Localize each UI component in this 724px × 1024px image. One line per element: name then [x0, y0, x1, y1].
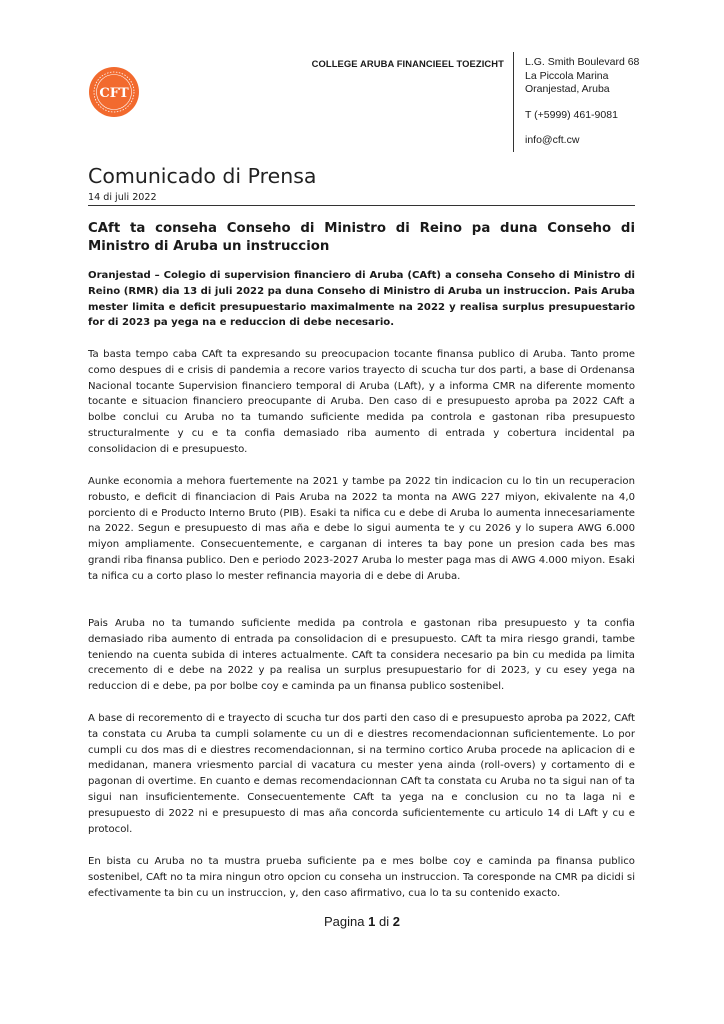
- header-divider: [513, 52, 514, 152]
- page-word: Pagina: [324, 914, 365, 929]
- address-line: L.G. Smith Boulevard 68: [525, 56, 640, 68]
- press-release-title: Comunicado di Prensa: [88, 164, 317, 188]
- page-current: 1: [368, 914, 376, 929]
- page-number: [0, 914, 724, 929]
- address-line: Oranjestad, Aruba: [525, 83, 610, 96]
- phone-number: T (+5999) 461-9081: [525, 108, 618, 121]
- page-of-word: di: [378, 914, 390, 929]
- email-address: info@cft.cw: [525, 134, 580, 147]
- body-paragraph: En bista cu Aruba no ta mustra prueba suficiente pa e mes bolbe coy e caminda pa finansa publico sostenibel, CAft no ta mira ningun otro opcion cu conseha un instruccion. Ta coresponde na CMR pa dicidi si efectivamente ta bin cu un instruccion, y, den caso afirmativo, cua lo ta su contenido exacto.: [88, 856, 635, 899]
- body-paragraph: Pais Aruba no ta tumando suficiente medida pa controla e gastonan riba presupuesto y ta confia demasiado riba aumento di entrada pa consolidacion di e presupuesto. CAft ta mira riesgo grandi, tambe teniendo na cuenta subida di interes actualmente. CAft ta considera necesario pa bin cu medida pa limita crecemento di e debe na 2022 y pa realisa un surplus presupuestario for di 2023, y cu esey yega na reduccion di e debe, pa por bolbe coy e caminda pa un finansa publico sostenibel.: [88, 618, 635, 693]
- headline: CAft ta conseha Conseho di Ministro di Reino pa duna Conseho di Ministro di Aruba un instruccion: [88, 221, 635, 254]
- organization-name: COLLEGE ARUBA FINANCIEEL TOEZICHT: [311, 58, 504, 69]
- page-total: 2: [392, 914, 400, 929]
- press-release-date: 14 di juli 2022: [88, 192, 635, 206]
- lead-paragraph: Oranjestad – Colegio di supervision financiero di Aruba (CAft) a conseha Conseho di Ministro di Reino (RMR) dia 13 di juli 2022 pa duna Conseho di Ministro di Aruba un instruccion. Pais Aruba mester limita e deficit presupuestario maximalmente na 2022 y realisa surplus presupuestario for di 2023 pa yega na e reduccion di debe necesario.: [88, 270, 635, 329]
- body-paragraph: Ta basta tempo caba CAft ta expresando su preocupacion tocante finansa publico di Aruba. Tanto prome como despues di e crisis di pandemia a recore varios trayecto di scucha tur dos parti, a base di Ordenansa Nacional tocante Supervision financiero temporal di Aruba (LAft), y a informa CMR na diferente momento tocante e situacion financiero preocupante di Aruba. Den caso di e presupuesto aproba pa 2022 CAft a bolbe conclui cu Aruba no ta tumando suficiente medida pa controla e gastonan riba presupuesto structuralmente y cu e ta confia demasiado riba aumento di entrada y cobertura incidental pa consolidacion di e presupuesto.: [88, 349, 635, 455]
- body-paragraph: Aunke economia a mehora fuertemente na 2021 y tambe pa 2022 tin indicacion cu lo tin un recuperacion robusto, e deficit di financiacion di Pais Aruba na 2022 ta monta na AWG 227 miyon, ekivalente na 4,0 porciento di e Producto Interno Bruto (PIB). Esaki ta nifica cu e debe di Aruba lo aumenta innecesariamente na 2022. Segun e presupuesto di mas aña e debe lo sigui aumenta te y cu 2026 y lo supera AWG 6.000 miyon ampliamente. Consecuentemente, e carganan di interes ta bay pone un presion cada bes mas grandi riba finansa publico. Den e periodo 2023-2027 Aruba lo mester paga mas di AWG 4.000 miyon. Esaki ta nifica cu a corto plaso lo mester refinancia mayoria di e debe di Aruba.: [88, 476, 635, 582]
- logo-text: CFT: [99, 86, 129, 101]
- body-paragraph: A base di recoremento di e trayecto di scucha tur dos parti den caso di e presupuesto aproba pa 2022, CAft ta constata cu Aruba ta cumpli solamente cu un di e diestres recomendacionnan suficientemente. Lo por cumpli cu dos mas di e diestres recomendacionnan, si na termino cortico Aruba procede na aplicacion di e medidanan, manera vriesmento parcial di vacatura cu mester yena ainda (roll-overs) y cortamento di e pagonan di overtime. En cuanto e demas recomendacionnan CAft ta constata cu Aruba no ta sigui nan of ta sigui nan insuficientemente. Consecuentemente CAft ta yega na e conclusion cu no ta laga ni e presupuesto di 2022 ni e presupuesto di mas aña concorda suficientemente cu articulo 14 di LAft y cu e protocol.: [88, 713, 635, 835]
- address-block: [525, 56, 639, 148]
- address-line: La Piccola Marina: [525, 69, 609, 82]
- cft-logo: [88, 66, 140, 118]
